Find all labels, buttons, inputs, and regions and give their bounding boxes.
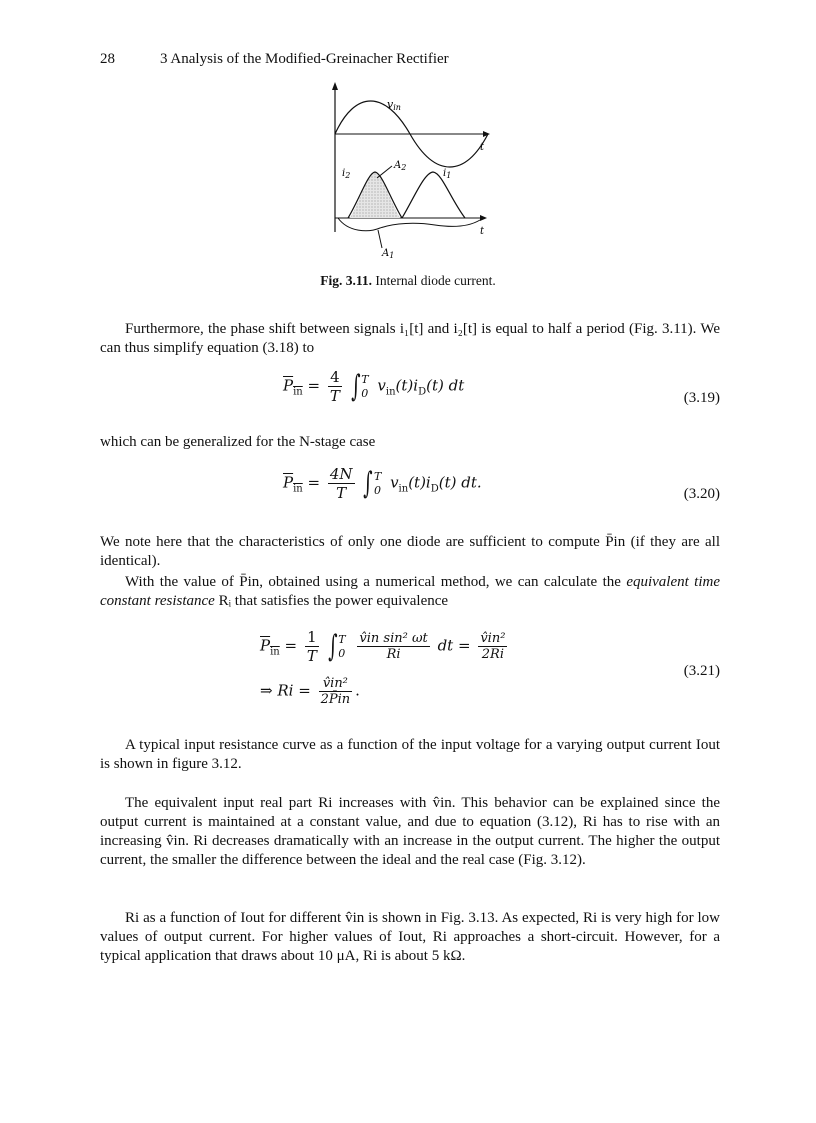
equation-number-3-19: (3.19) xyxy=(683,390,720,406)
figure-caption xyxy=(0,273,816,289)
paragraph-input-real-part: The equivalent input real part Ri increases with v̂in. This behavior can be explained since the output current is maintained at a constant value, and due to equation (3.12), Ri has to rise with an increasing v̂in. Ri decreases dramatically with an increase in the output current. The higher the output current, the smaller the difference between the ideal and the real case (Fig. 3.12). xyxy=(100,795,720,868)
running-title: 3 Analysis of the Modified-Greinacher Rectifier xyxy=(160,51,449,67)
figure-internal-diode-current xyxy=(320,80,505,260)
area-a1-curve xyxy=(338,218,480,231)
axis-arrow xyxy=(332,82,338,90)
equation-3-19: $\overline{P}_{\overline{in}}$ = $\frac{4}{T}$ ∫ T 0 $v_{in}(t)i_D(t)$ dt xyxy=(283,368,465,405)
paragraph-resistance-curve: A typical input resistance curve as a function of the input voltage for a varying output current Iout is shown in figure 3.12. xyxy=(100,737,720,772)
caption-number: Fig. 3.11. xyxy=(320,273,373,288)
label-i2: $i_2$ xyxy=(342,168,351,180)
paragraph-power-equivalence: With the value of P̄in, obtained using a numerical method, we can calculate the equivalent time constant resistance Rᵢ that satisfies the power equivalence xyxy=(100,574,720,609)
area-a2 xyxy=(350,172,400,218)
label-a1: $A_1$ xyxy=(382,248,395,260)
equation-number-3-20: (3.20) xyxy=(683,486,720,502)
label-i1: $i_1$ xyxy=(443,168,452,180)
label-t-bottom: t xyxy=(480,226,485,237)
paragraph-one-diode: We note here that the characteristics of only one diode are sufficient to compute P̄in (if they are all identical). xyxy=(100,534,720,569)
caption-text: Internal diode current. xyxy=(372,273,496,288)
a1-pointer xyxy=(378,230,382,248)
equation-number-3-21: (3.21) xyxy=(683,663,720,679)
equation-3-20: $\overline{P}_{\overline{in}}$ = $\frac{4N}{T}$ ∫ T 0 $v_{in}(t)i_D(t)$ dt. xyxy=(283,465,482,502)
paragraph-phase-shift: Furthermore, the phase shift between signals i₁[t] and i₂[t] is equal to half a period (Fig. 3.11). We can thus simplify equation (3.18) to xyxy=(100,321,720,356)
current-i1-pulse xyxy=(402,172,465,218)
running-header xyxy=(100,51,449,68)
label-t-top: t xyxy=(480,142,485,153)
page-number: 28 xyxy=(100,51,115,67)
label-a2: $A_2$ xyxy=(394,160,407,172)
equation-3-21-line1: $\overline{P}_{\overline{in}}$ = $\frac{1}{T}$ ∫ T 0 $\frac{\text{v̂in sin² ωt}}{Ri}$ dt = $\frac{\text{v̂in²}}{2Ri}$ xyxy=(260,628,506,665)
equation-3-21-line2: ⇒ Ri = $\frac{\text{v̂in²}}{2P̄in}$ . xyxy=(260,676,360,707)
label-vin: vin xyxy=(387,98,401,112)
paragraph-ri-vs-iout: Ri as a function of Iout for different v̂in is shown in Fig. 3.13. As expected, Ri is very high for low values of output current. For higher values of Iout, Ri approaches a short-circuit. However, for a typical application that draws about 10 μA, Ri is about 5 kΩ. xyxy=(100,910,720,964)
a2-pointer xyxy=(377,166,392,178)
paragraph-n-stage: which can be generalized for the N-stage case xyxy=(100,434,376,450)
